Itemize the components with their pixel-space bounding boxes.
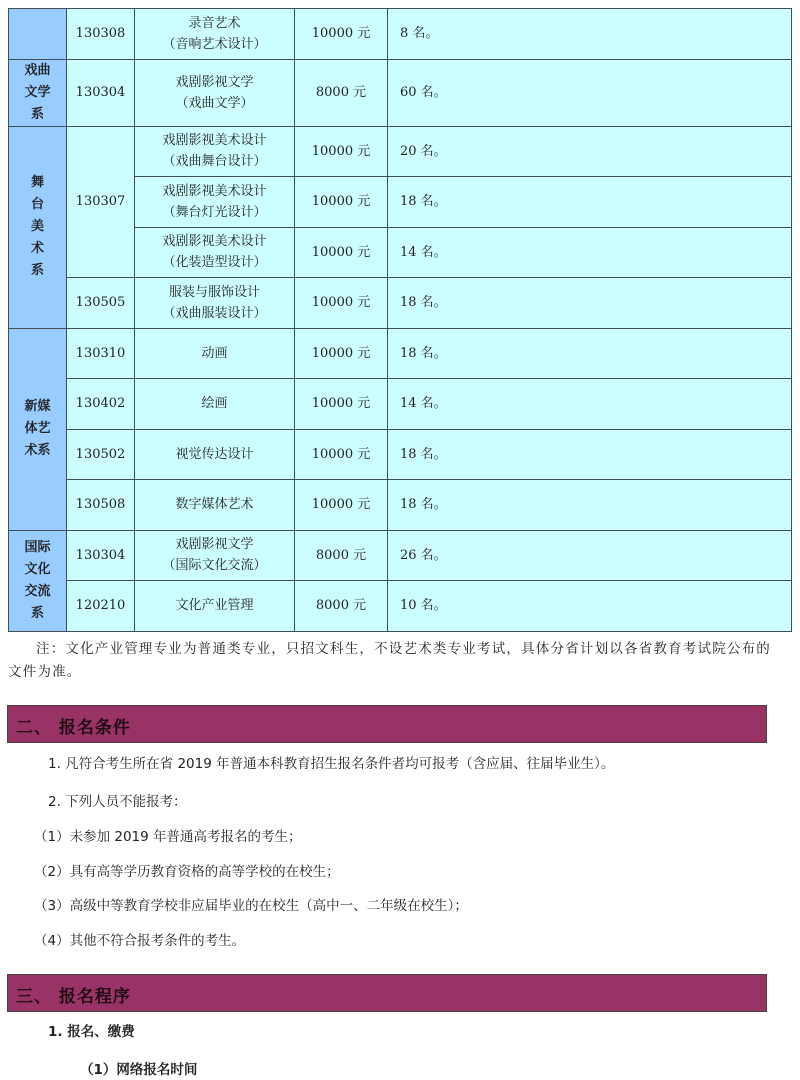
dept-cell-xinmeiti-yishu: 新媒 体艺 术系 [9, 328, 67, 530]
condition-item: （2）具有高等学历教育资格的高等学校的在校生； [34, 864, 340, 880]
major-cell: 戏剧影视美术设计 （化装造型设计） [135, 227, 295, 278]
table-row [9, 59, 792, 126]
table-row [9, 581, 792, 632]
condition-item: （3）高级中等教育学校非应届毕业的在校生（高中一、二年级在校生）； [34, 898, 468, 914]
quota-cell: 20 名。 [388, 126, 792, 177]
dept-cell-wutai-meishu: 舞 台 美 术 系 [9, 126, 67, 328]
quota-cell: 8 名。 [388, 9, 792, 60]
code-cell: 130304 [67, 59, 135, 126]
code-cell: 130402 [67, 379, 135, 430]
condition-item: 2. 下列人员不能报考： [48, 794, 187, 810]
major-cell: 录音艺术 （音响艺术设计） [135, 9, 295, 60]
fee-cell: 10000 元 [295, 177, 388, 228]
major-cell: 服装与服饰设计 （戏曲服装设计） [135, 278, 295, 329]
major-cell: 戏剧影视文学 （国际文化交流） [135, 530, 295, 581]
fee-cell: 10000 元 [295, 227, 388, 278]
fee-cell: 10000 元 [295, 126, 388, 177]
quota-cell: 60 名。 [388, 59, 792, 126]
section-header-registration-conditions [7, 705, 767, 743]
code-cell: 120210 [67, 581, 135, 632]
fee-cell: 8000 元 [295, 581, 388, 632]
quota-cell: 18 名。 [388, 328, 792, 379]
condition-item: （1）未参加 2019 年普通高考报名的考生； [34, 829, 302, 845]
table-row [9, 278, 792, 329]
quota-cell: 10 名。 [388, 581, 792, 632]
code-cell: 130508 [67, 480, 135, 531]
code-cell: 130307 [67, 126, 135, 278]
table-row [9, 429, 792, 480]
major-cell: 文化产业管理 [135, 581, 295, 632]
major-cell: 戏剧影视文学 （戏曲文学） [135, 59, 295, 126]
table-row [9, 530, 792, 581]
major-cell: 戏剧影视美术设计 （戏曲舞台设计） [135, 126, 295, 177]
fee-cell: 8000 元 [295, 59, 388, 126]
table-row [9, 480, 792, 531]
fee-cell: 10000 元 [295, 9, 388, 60]
fee-cell: 10000 元 [295, 379, 388, 430]
fee-cell: 10000 元 [295, 480, 388, 531]
procedure-subitem: （1）网络报名时间 [80, 1062, 198, 1078]
code-cell: 130505 [67, 278, 135, 329]
major-cell: 数字媒体艺术 [135, 480, 295, 531]
fee-cell: 10000 元 [295, 328, 388, 379]
code-cell: 130502 [67, 429, 135, 480]
procedure-item: 1. 报名、缴费 [48, 1024, 135, 1040]
major-cell: 视觉传达设计 [135, 429, 295, 480]
quota-cell: 14 名。 [388, 379, 792, 430]
table-row [9, 126, 792, 177]
section-title: 三、 报名程序 [16, 987, 131, 1007]
admission-plan-table [8, 8, 792, 632]
table-row [9, 328, 792, 379]
fee-cell: 10000 元 [295, 429, 388, 480]
code-cell: 130304 [67, 530, 135, 581]
quota-cell: 18 名。 [388, 177, 792, 228]
condition-item: 1. 凡符合考生所在省 2019 年普通本科教育招生报名条件者均可报考（含应届、往届毕业生）。 [48, 756, 615, 772]
quota-cell: 18 名。 [388, 480, 792, 531]
table-row [9, 9, 792, 60]
table-note: 注：文化产业管理专业为普通类专业，只招文科生，不设艺术类专业考试，具体分省计划以各省教育考试院公布的文件为准。 [8, 641, 771, 680]
section-title: 二、 报名条件 [16, 718, 131, 738]
fee-cell: 8000 元 [295, 530, 388, 581]
quota-cell: 14 名。 [388, 227, 792, 278]
quota-cell: 26 名。 [388, 530, 792, 581]
quota-cell: 18 名。 [388, 278, 792, 329]
dept-cell-xiqu-wenxue: 戏曲 文学 系 [9, 59, 67, 126]
section-header-registration-procedure [7, 974, 767, 1012]
code-cell: 130310 [67, 328, 135, 379]
dept-cell [9, 9, 67, 60]
condition-item: （4）其他不符合报考条件的考生。 [34, 933, 246, 949]
quota-cell: 18 名。 [388, 429, 792, 480]
table-row [9, 379, 792, 430]
major-cell: 绘画 [135, 379, 295, 430]
code-cell: 130308 [67, 9, 135, 60]
major-cell: 戏剧影视美术设计 （舞台灯光设计） [135, 177, 295, 228]
fee-cell: 10000 元 [295, 278, 388, 329]
major-cell: 动画 [135, 328, 295, 379]
dept-cell-guoji-wenhua: 国际 文化 交流 系 [9, 530, 67, 631]
